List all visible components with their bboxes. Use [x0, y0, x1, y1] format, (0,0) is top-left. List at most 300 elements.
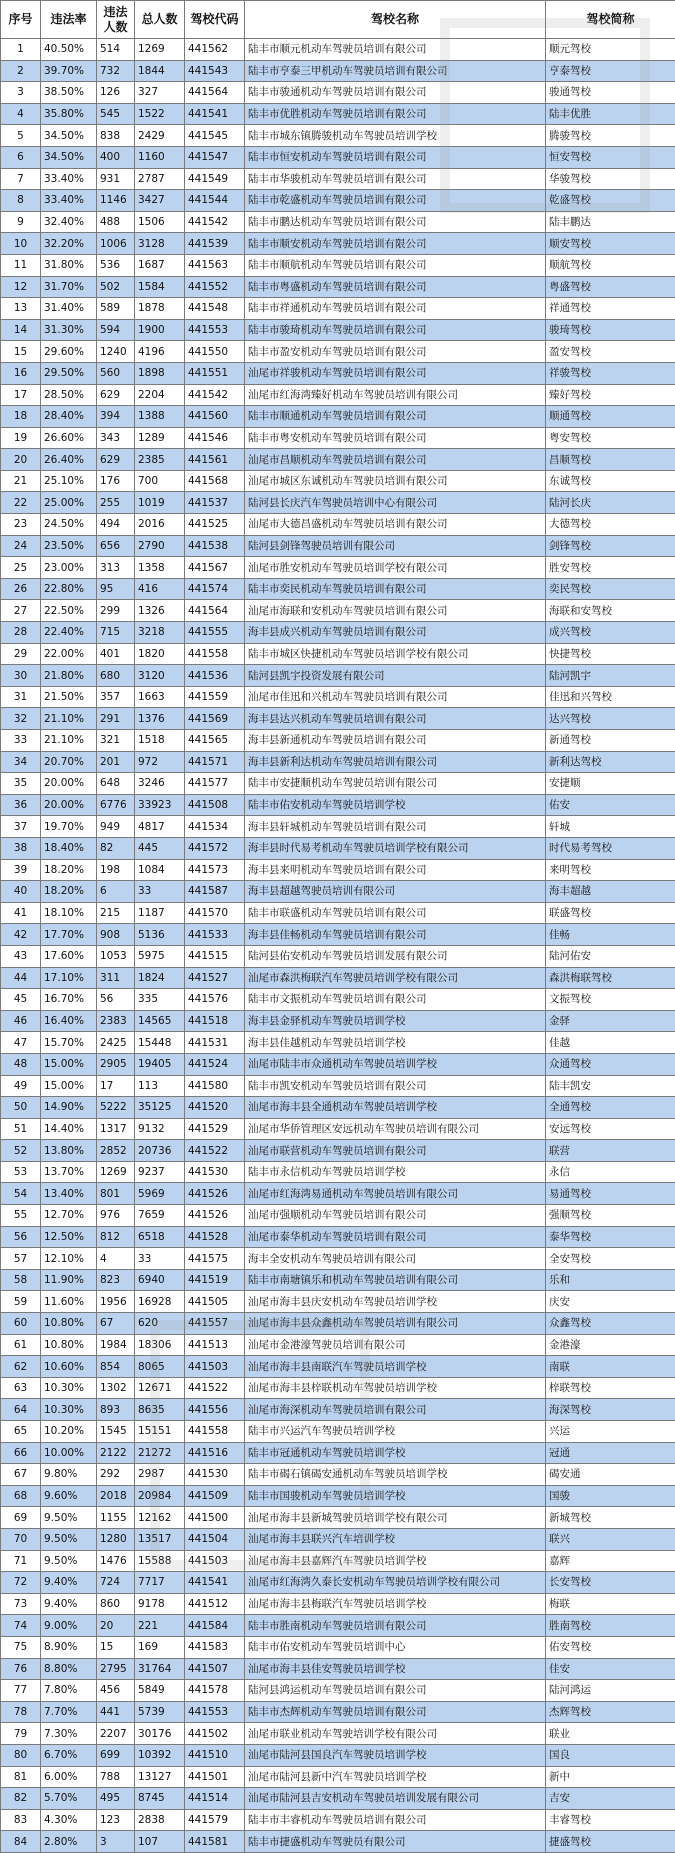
cell-violation-rate: 31.70%: [41, 276, 97, 298]
cell-school-short-name: 达兴驾校: [546, 708, 675, 730]
cell-violation-count: 400: [97, 146, 135, 168]
cell-school-short-name: 恒安驾校: [546, 146, 675, 168]
cell-school-short-name: 梅联: [546, 1593, 675, 1615]
cell-index: 53: [1, 1161, 41, 1183]
cell-school-short-name: 乐和: [546, 1269, 675, 1291]
cell-school-name: 汕尾市强顺机动车驾驶员培训有限公司: [245, 1205, 546, 1227]
cell-school-code: 441534: [185, 816, 245, 838]
cell-school-short-name: 陆河凯宇: [546, 665, 675, 687]
cell-index: 72: [1, 1572, 41, 1594]
cell-total-count: 4817: [135, 816, 185, 838]
cell-index: 32: [1, 708, 41, 730]
table-row: [1, 967, 675, 989]
cell-school-name: 陆丰市盈安机动车驾驶员培训有限公司: [245, 341, 546, 363]
table-row: [1, 1766, 675, 1788]
cell-violation-rate: 21.50%: [41, 686, 97, 708]
cell-school-code: 441524: [185, 1053, 245, 1075]
cell-school-code: 441573: [185, 859, 245, 881]
cell-total-count: 1584: [135, 276, 185, 298]
cell-violation-count: 494: [97, 514, 135, 536]
cell-school-name: 汕尾市佳迅和兴机动车驾驶员培训有限公司: [245, 686, 546, 708]
cell-violation-count: 976: [97, 1205, 135, 1227]
cell-violation-rate: 10.20%: [41, 1421, 97, 1443]
table-row: [1, 600, 675, 622]
cell-violation-rate: 5.70%: [41, 1788, 97, 1810]
cell-violation-rate: 20.70%: [41, 751, 97, 773]
cell-violation-count: 67: [97, 1313, 135, 1335]
cell-school-code: 441549: [185, 168, 245, 190]
cell-index: 22: [1, 492, 41, 514]
cell-violation-rate: 7.30%: [41, 1723, 97, 1745]
cell-violation-count: 357: [97, 686, 135, 708]
cell-school-short-name: 佳畅: [546, 924, 675, 946]
cell-school-name: 陆丰市凯安机动车驾驶员培训有限公司: [245, 1075, 546, 1097]
cell-school-code: 441519: [185, 1269, 245, 1291]
table-row: [1, 1550, 675, 1572]
cell-index: 80: [1, 1744, 41, 1766]
cell-school-code: 441563: [185, 254, 245, 276]
cell-violation-count: 514: [97, 39, 135, 61]
cell-violation-count: 854: [97, 1356, 135, 1378]
cell-school-name: 陆丰市恒安机动车驾驶员培训有限公司: [245, 146, 546, 168]
cell-school-short-name: 昌顺驾校: [546, 449, 675, 471]
cell-school-name: 汕尾市海丰县全通机动车驾驶员培训学校: [245, 1097, 546, 1119]
cell-school-code: 441583: [185, 1636, 245, 1658]
cell-school-name: 陆丰市杰辉机动车驾驶员培训有限公司: [245, 1701, 546, 1723]
table-row: [1, 773, 675, 795]
cell-total-count: 10392: [135, 1744, 185, 1766]
cell-school-short-name: 快捷驾校: [546, 643, 675, 665]
cell-index: 34: [1, 751, 41, 773]
table-row: [1, 362, 675, 384]
cell-school-name: 陆丰市粤安机动车驾驶员培训有限公司: [245, 427, 546, 449]
cell-school-code: 441565: [185, 730, 245, 752]
cell-violation-rate: 32.40%: [41, 211, 97, 233]
cell-school-name: 海丰县超越驾驶员培训有限公司: [245, 881, 546, 903]
cell-school-code: 441564: [185, 600, 245, 622]
cell-school-name: 陆丰市佑安机动车驾驶员培训学校: [245, 794, 546, 816]
cell-index: 56: [1, 1226, 41, 1248]
cell-violation-count: 255: [97, 492, 135, 514]
table-row: [1, 622, 675, 644]
cell-violation-count: 1317: [97, 1118, 135, 1140]
cell-school-name: 汕尾市海丰县联兴汽车培训学校: [245, 1528, 546, 1550]
cell-violation-rate: 4.30%: [41, 1809, 97, 1831]
table-row: [1, 211, 675, 233]
cell-total-count: 1187: [135, 902, 185, 924]
cell-school-short-name: 臻好驾校: [546, 384, 675, 406]
table-row: [1, 1205, 675, 1227]
cell-school-name: 陆丰市亨泰三甲机动车驾驶员培训有限公司: [245, 60, 546, 82]
cell-violation-count: 20: [97, 1615, 135, 1637]
cell-violation-rate: 9.40%: [41, 1572, 97, 1594]
table-row: [1, 1636, 675, 1658]
cell-total-count: 2429: [135, 125, 185, 147]
table-row: [1, 1399, 675, 1421]
table-row: [1, 945, 675, 967]
header-index: 序号: [1, 1, 41, 39]
table-row: [1, 794, 675, 816]
cell-total-count: 4196: [135, 341, 185, 363]
cell-total-count: 1824: [135, 967, 185, 989]
cell-school-code: 441542: [185, 384, 245, 406]
cell-violation-count: 594: [97, 319, 135, 341]
cell-school-code: 441572: [185, 837, 245, 859]
cell-violation-rate: 7.70%: [41, 1701, 97, 1723]
cell-school-name: 汕尾市海丰县南联汽车驾驶员培训学校: [245, 1356, 546, 1378]
cell-school-name: 陆丰市骏通机动车驾驶员培训有限公司: [245, 82, 546, 104]
cell-total-count: 19405: [135, 1053, 185, 1075]
cell-school-code: 441558: [185, 643, 245, 665]
cell-school-name: 汕尾市昌顺机动车驾驶员培训有限公司: [245, 449, 546, 471]
cell-school-name: 陆丰市鹏达机动车驾驶员培训有限公司: [245, 211, 546, 233]
cell-school-name: 陆丰市南塘镇乐和机动车驾驶员培训有限公司: [245, 1269, 546, 1291]
cell-total-count: 12671: [135, 1377, 185, 1399]
table-row: [1, 859, 675, 881]
cell-school-short-name: 吉安: [546, 1788, 675, 1810]
cell-school-short-name: 来明驾校: [546, 859, 675, 881]
cell-school-name: 陆丰市联盛机动车驾驶员培训有限公司: [245, 902, 546, 924]
cell-index: 77: [1, 1680, 41, 1702]
cell-index: 31: [1, 686, 41, 708]
cell-school-name: 海丰县金驿机动车驾驶员培训学校: [245, 1010, 546, 1032]
table-row: [1, 1831, 675, 1853]
cell-violation-rate: 22.40%: [41, 622, 97, 644]
cell-total-count: 15448: [135, 1032, 185, 1054]
cell-index: 3: [1, 82, 41, 104]
cell-violation-count: 908: [97, 924, 135, 946]
cell-total-count: 20736: [135, 1140, 185, 1162]
cell-total-count: 2016: [135, 514, 185, 536]
cell-violation-rate: 21.10%: [41, 708, 97, 730]
cell-violation-count: 1155: [97, 1507, 135, 1529]
cell-index: 63: [1, 1377, 41, 1399]
cell-school-name: 汕尾市泰华机动车驾驶员培训有限公司: [245, 1226, 546, 1248]
cell-index: 65: [1, 1421, 41, 1443]
cell-school-name: 陆丰市顺元机动车驾驶员培训有限公司: [245, 39, 546, 61]
cell-violation-rate: 20.00%: [41, 773, 97, 795]
cell-school-short-name: 陆河佑安: [546, 945, 675, 967]
cell-index: 13: [1, 298, 41, 320]
cell-violation-rate: 9.50%: [41, 1528, 97, 1550]
cell-violation-count: 123: [97, 1809, 135, 1831]
cell-school-name: 汕尾市城区东诚机动车驾驶员培训有限公司: [245, 470, 546, 492]
cell-index: 23: [1, 514, 41, 536]
cell-school-code: 441580: [185, 1075, 245, 1097]
table-row: [1, 924, 675, 946]
cell-school-short-name: 胜南驾校: [546, 1615, 675, 1637]
cell-violation-count: 321: [97, 730, 135, 752]
cell-violation-rate: 28.50%: [41, 384, 97, 406]
cell-violation-rate: 22.00%: [41, 643, 97, 665]
cell-index: 29: [1, 643, 41, 665]
cell-index: 51: [1, 1118, 41, 1140]
cell-total-count: 14565: [135, 1010, 185, 1032]
cell-school-name: 汕尾市大德昌盛机动车驾驶员培训有限公司: [245, 514, 546, 536]
cell-index: 52: [1, 1140, 41, 1162]
table-row: [1, 665, 675, 687]
cell-total-count: 31764: [135, 1658, 185, 1680]
cell-school-name: 陆丰市顺航机动车驾驶员培训有限公司: [245, 254, 546, 276]
cell-index: 55: [1, 1205, 41, 1227]
cell-total-count: 33923: [135, 794, 185, 816]
table-row: [1, 1658, 675, 1680]
cell-school-short-name: 安捷顺: [546, 773, 675, 795]
cell-violation-count: 545: [97, 103, 135, 125]
cell-index: 39: [1, 859, 41, 881]
cell-violation-rate: 13.40%: [41, 1183, 97, 1205]
cell-school-code: 441544: [185, 190, 245, 212]
cell-violation-count: 291: [97, 708, 135, 730]
cell-school-name: 陆丰市丰睿机动车驾驶员培训有限公司: [245, 1809, 546, 1831]
cell-total-count: 2790: [135, 535, 185, 557]
cell-violation-count: 1280: [97, 1528, 135, 1550]
cell-index: 20: [1, 449, 41, 471]
table-row: [1, 1442, 675, 1464]
table-row: [1, 1809, 675, 1831]
table-row: [1, 1248, 675, 1270]
cell-school-short-name: 佳安: [546, 1658, 675, 1680]
cell-violation-rate: 16.70%: [41, 989, 97, 1011]
cell-violation-rate: 9.40%: [41, 1593, 97, 1615]
cell-violation-count: 724: [97, 1572, 135, 1594]
cell-school-short-name: 众通驾校: [546, 1053, 675, 1075]
cell-violation-count: 629: [97, 384, 135, 406]
cell-violation-rate: 10.30%: [41, 1377, 97, 1399]
cell-school-short-name: 顺元驾校: [546, 39, 675, 61]
cell-school-name: 陆丰市兴运汽车驾驶员培训学校: [245, 1421, 546, 1443]
cell-total-count: 416: [135, 578, 185, 600]
cell-index: 5: [1, 125, 41, 147]
cell-school-short-name: 乾盛驾校: [546, 190, 675, 212]
cell-school-code: 441571: [185, 751, 245, 773]
cell-index: 82: [1, 1788, 41, 1810]
cell-violation-rate: 33.40%: [41, 190, 97, 212]
cell-index: 60: [1, 1313, 41, 1335]
cell-total-count: 113: [135, 1075, 185, 1097]
cell-violation-rate: 6.70%: [41, 1744, 97, 1766]
cell-school-code: 441581: [185, 1831, 245, 1853]
cell-index: 46: [1, 1010, 41, 1032]
cell-school-name: 汕尾市胜安机动车驾驶员培训学校有限公司: [245, 557, 546, 579]
cell-school-code: 441518: [185, 1010, 245, 1032]
cell-index: 84: [1, 1831, 41, 1853]
cell-violation-rate: 7.80%: [41, 1680, 97, 1702]
table-row: [1, 535, 675, 557]
cell-school-name: 汕尾市红海湾易通机动车驾驶员培训有限公司: [245, 1183, 546, 1205]
cell-school-code: 441530: [185, 1161, 245, 1183]
cell-violation-count: 313: [97, 557, 135, 579]
cell-school-short-name: 时代易考驾校: [546, 837, 675, 859]
cell-total-count: 972: [135, 751, 185, 773]
cell-violation-rate: 23.50%: [41, 535, 97, 557]
cell-violation-count: 1269: [97, 1161, 135, 1183]
cell-school-code: 441562: [185, 39, 245, 61]
cell-violation-rate: 23.00%: [41, 557, 97, 579]
table-row: [1, 1161, 675, 1183]
cell-school-code: 441557: [185, 1313, 245, 1335]
cell-violation-rate: 17.10%: [41, 967, 97, 989]
cell-school-short-name: 顺通驾校: [546, 406, 675, 428]
cell-violation-rate: 13.80%: [41, 1140, 97, 1162]
cell-violation-count: 560: [97, 362, 135, 384]
cell-school-code: 441561: [185, 449, 245, 471]
cell-total-count: 2787: [135, 168, 185, 190]
cell-index: 62: [1, 1356, 41, 1378]
cell-total-count: 1663: [135, 686, 185, 708]
cell-total-count: 3427: [135, 190, 185, 212]
cell-violation-count: 1984: [97, 1334, 135, 1356]
cell-school-short-name: 陆河长庆: [546, 492, 675, 514]
cell-school-code: 441515: [185, 945, 245, 967]
cell-school-short-name: 轩城: [546, 816, 675, 838]
table-row: [1, 103, 675, 125]
cell-school-short-name: 全通驾校: [546, 1097, 675, 1119]
cell-violation-count: 6776: [97, 794, 135, 816]
header-school-code: 驾校代码: [185, 1, 245, 39]
cell-violation-count: 2383: [97, 1010, 135, 1032]
cell-index: 74: [1, 1615, 41, 1637]
cell-index: 59: [1, 1291, 41, 1313]
cell-index: 42: [1, 924, 41, 946]
cell-violation-count: 1006: [97, 233, 135, 255]
cell-school-short-name: 顺安驾校: [546, 233, 675, 255]
cell-school-short-name: 成兴驾校: [546, 622, 675, 644]
cell-violation-count: 2122: [97, 1442, 135, 1464]
cell-school-short-name: 腾骏驾校: [546, 125, 675, 147]
cell-violation-rate: 9.60%: [41, 1485, 97, 1507]
cell-index: 24: [1, 535, 41, 557]
cell-school-short-name: 丰睿驾校: [546, 1809, 675, 1831]
cell-violation-rate: 31.80%: [41, 254, 97, 276]
cell-index: 81: [1, 1766, 41, 1788]
cell-index: 75: [1, 1636, 41, 1658]
cell-total-count: 9178: [135, 1593, 185, 1615]
cell-school-code: 441570: [185, 902, 245, 924]
cell-school-name: 陆河县凯宇投资发展有限公司: [245, 665, 546, 687]
cell-school-code: 441568: [185, 470, 245, 492]
cell-school-code: 441541: [185, 103, 245, 125]
header-total-count: 总人数: [135, 1, 185, 39]
cell-violation-count: 699: [97, 1744, 135, 1766]
cell-school-name: 陆丰市永信机动车驾驶员培训学校: [245, 1161, 546, 1183]
cell-total-count: 2204: [135, 384, 185, 406]
cell-violation-count: 838: [97, 125, 135, 147]
header-school-name: 驾校名称: [245, 1, 546, 39]
cell-violation-rate: 9.00%: [41, 1615, 97, 1637]
cell-index: 64: [1, 1399, 41, 1421]
cell-total-count: 20984: [135, 1485, 185, 1507]
cell-violation-count: 3: [97, 1831, 135, 1853]
cell-school-name: 汕尾市红海湾臻好机动车驾驶员培训有限公司: [245, 384, 546, 406]
cell-total-count: 3128: [135, 233, 185, 255]
cell-school-name: 汕尾市海深机动车驾驶员培训有限公司: [245, 1399, 546, 1421]
table-row: [1, 1464, 675, 1486]
cell-violation-count: 95: [97, 578, 135, 600]
cell-violation-rate: 29.60%: [41, 341, 97, 363]
table-row: [1, 1701, 675, 1723]
cell-school-short-name: 剑锋驾校: [546, 535, 675, 557]
cell-school-name: 陆丰市碣石镇碣安通机动车驾驶员培训学校: [245, 1464, 546, 1486]
cell-total-count: 1269: [135, 39, 185, 61]
cell-index: 10: [1, 233, 41, 255]
cell-school-code: 441553: [185, 319, 245, 341]
cell-school-code: 441514: [185, 1788, 245, 1810]
cell-violation-rate: 10.80%: [41, 1313, 97, 1335]
cell-total-count: 16928: [135, 1291, 185, 1313]
cell-total-count: 1160: [135, 146, 185, 168]
cell-school-name: 海丰县新利达机动车驾驶员培训有限公司: [245, 751, 546, 773]
cell-school-code: 441551: [185, 362, 245, 384]
cell-violation-count: 732: [97, 60, 135, 82]
cell-school-short-name: 海联和安驾校: [546, 600, 675, 622]
table-row: [1, 492, 675, 514]
cell-violation-count: 2852: [97, 1140, 135, 1162]
cell-violation-rate: 28.40%: [41, 406, 97, 428]
cell-school-name: 陆丰市祥通机动车驾驶员培训有限公司: [245, 298, 546, 320]
cell-total-count: 1900: [135, 319, 185, 341]
table-row: [1, 276, 675, 298]
cell-total-count: 30176: [135, 1723, 185, 1745]
cell-school-name: 海丰县达兴机动车驾驶员培训有限公司: [245, 708, 546, 730]
cell-index: 78: [1, 1701, 41, 1723]
cell-school-code: 441529: [185, 1118, 245, 1140]
cell-school-short-name: 奕民驾校: [546, 578, 675, 600]
cell-index: 76: [1, 1658, 41, 1680]
cell-school-code: 441531: [185, 1032, 245, 1054]
table-row: [1, 1140, 675, 1162]
cell-school-name: 陆丰市国骏机动车驾驶员培训学校: [245, 1485, 546, 1507]
cell-school-code: 441505: [185, 1291, 245, 1313]
header-row: [1, 1, 675, 39]
table-row: [1, 1572, 675, 1594]
cell-index: 73: [1, 1593, 41, 1615]
cell-violation-count: 2905: [97, 1053, 135, 1075]
cell-school-name: 陆丰市乾盛机动车驾驶员培训有限公司: [245, 190, 546, 212]
cell-violation-rate: 6.00%: [41, 1766, 97, 1788]
cell-violation-rate: 40.50%: [41, 39, 97, 61]
cell-school-code: 441522: [185, 1377, 245, 1399]
cell-violation-count: 2795: [97, 1658, 135, 1680]
cell-school-short-name: 佳迅和兴驾校: [546, 686, 675, 708]
cell-total-count: 335: [135, 989, 185, 1011]
cell-school-code: 441504: [185, 1528, 245, 1550]
cell-index: 50: [1, 1097, 41, 1119]
cell-total-count: 1358: [135, 557, 185, 579]
cell-violation-count: 176: [97, 470, 135, 492]
cell-school-code: 441536: [185, 665, 245, 687]
cell-total-count: 13517: [135, 1528, 185, 1550]
cell-school-name: 汕尾市海丰县新城驾驶员培训学校有限公司: [245, 1507, 546, 1529]
cell-school-short-name: 强顺驾校: [546, 1205, 675, 1227]
cell-total-count: 169: [135, 1636, 185, 1658]
table-row: [1, 1788, 675, 1810]
cell-school-code: 441516: [185, 1442, 245, 1464]
cell-school-short-name: 国良: [546, 1744, 675, 1766]
cell-school-short-name: 顺航驾校: [546, 254, 675, 276]
cell-violation-count: 1302: [97, 1377, 135, 1399]
table-row: [1, 384, 675, 406]
cell-school-code: 441503: [185, 1356, 245, 1378]
cell-violation-count: 680: [97, 665, 135, 687]
cell-index: 4: [1, 103, 41, 125]
cell-violation-rate: 18.20%: [41, 881, 97, 903]
cell-school-code: 441558: [185, 1421, 245, 1443]
table-row: [1, 1593, 675, 1615]
cell-violation-rate: 34.50%: [41, 146, 97, 168]
cell-school-name: 海丰县来明机动车驾驶员培训有限公司: [245, 859, 546, 881]
cell-violation-rate: 22.80%: [41, 578, 97, 600]
